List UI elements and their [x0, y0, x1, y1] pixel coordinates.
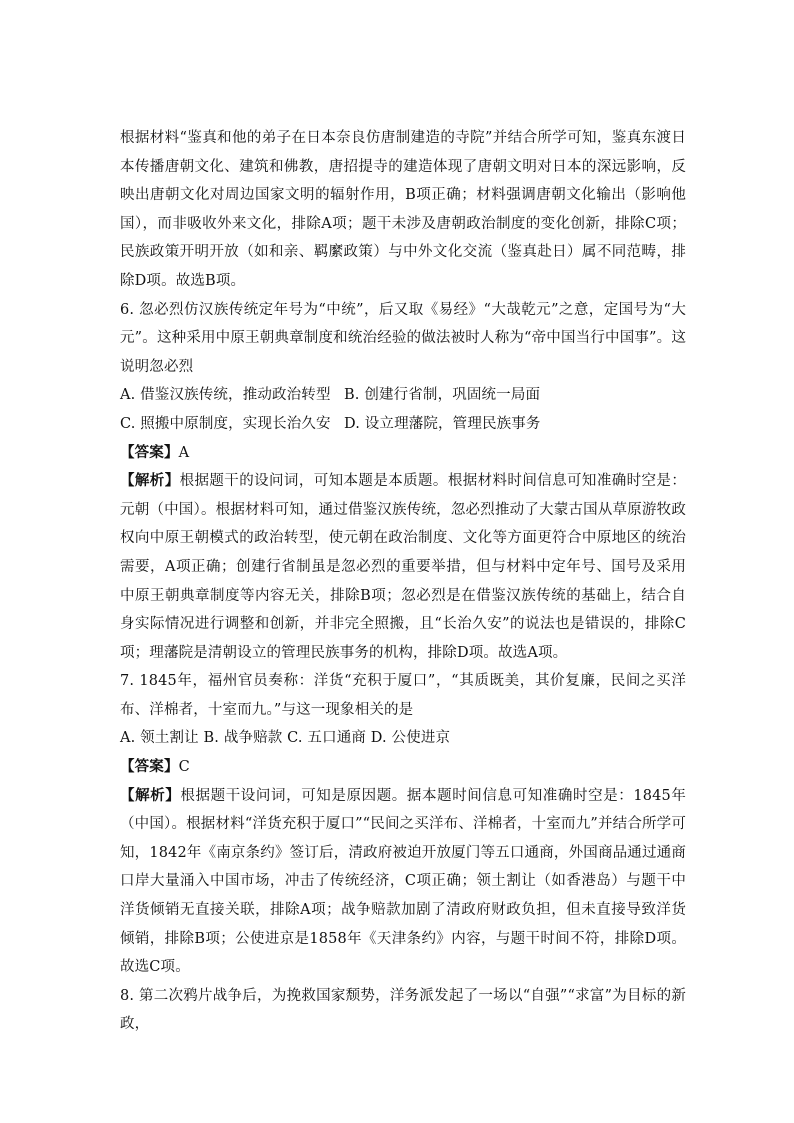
q6-analysis	[120, 467, 686, 667]
q6-analysis-label: 【解析】	[120, 472, 180, 490]
q7-analysis-label: 【解析】	[120, 786, 181, 804]
q6-analysis-text: 根据题干的设问词，可知本题是本质题。根据材料时间信息可知准确时空是：元朝（中国）。根据材料可知，通过借鉴汉族传统，忽必烈推动了大蒙古国从草原游牧政权向中原王朝模式的政治转型，使元朝在政治制度、文化等方面更符合中原地区的统治需要，A项正确；创建行省制虽是忽必烈的重要举措，但与材料中定年号、国号及采用中原王朝典章制度等内容无关，排除B项；忽必烈是在借鉴汉族传统的基础上，结合自身实际情况进行调整和创新，并非完全照搬，且“长治久安”的说法也是错误的，排除C项；理藩院是清朝设立的管理民族事务的机构，排除D项。故选A项。	[120, 473, 686, 661]
q5-analysis-continuation: 根据材料“鉴真和他的弟子在日本奈良仿唐制建造的寺院”并结合所学可知，鉴真东渡日本传播唐朝文化、建筑和佛教，唐招提寺的建造体现了唐朝文明对日本的深远影响，反映出唐朝文化对周边国家文明的辐射作用，B项正确；材料强调唐朝文化输出（影响他国），而非吸收外来文化，排除A项；题干未涉及唐朝政治制度的变化创新，排除C项；民族政策开明开放（如和亲、羁縻政策）与中外文化交流（鉴真赴日）属不同范畴，排除D项。故选B项。	[120, 130, 686, 289]
q7-answer	[120, 753, 686, 782]
page-content	[120, 124, 686, 1039]
q7-answer-label: 【答案】	[120, 758, 179, 776]
q6-option-a: A. 借鉴汉族传统，推动政治转型	[120, 387, 331, 404]
q7-options: A. 领土割让 B. 战争赔款 C. 五口通商 D. 公使进京	[120, 730, 451, 747]
q6-answer-value: A	[178, 444, 190, 461]
q6-options-row-1	[120, 381, 686, 410]
q7-analysis	[120, 782, 686, 982]
q6-stem: 6. 忽必烈仿汉族传统定年号为“中统”，后又取《易经》“大哉乾元”之意，定国号为“大元”。这种采用中原王朝典章制度和统治经验的做法被时人称为“帝中国当行中国事”。这说明忽必烈	[120, 301, 686, 375]
q6-answer-label: 【答案】	[120, 443, 179, 461]
q6-option-b: B. 创建行省制，巩固统一局面	[344, 387, 541, 404]
q8-stem: 8. 第二次鸦片战争后，为挽救国家颓势，洋务派发起了一场以“自强”“求富”为目标的新政，	[120, 987, 686, 1033]
q6-answer	[120, 439, 686, 468]
q6-options-row-2	[120, 410, 686, 439]
q6-option-d: D. 设立理藩院，管理民族事务	[344, 415, 541, 432]
q6-option-c: C. 照搬中原制度，实现长治久安	[120, 415, 331, 432]
q7-answer-value: C	[178, 759, 190, 776]
q7-stem: 7. 1845年，福州官员奏称：洋货“充积于厦口”，“其质既美，其价复廉，民间之买洋布、洋棉者，十室而九。”与这一现象相关的是	[120, 673, 686, 718]
q7-analysis-text: 根据题干设问词，可知是原因题。据本题时间信息可知准确时空是：1845年（中国）。根据材料“洋货充积于厦口”“民间之买洋布、洋棉者，十室而九”并结合所学可知，1842年《南京条约》签订后，清政府被迫开放厦门等五口通商，外国商品通过通商口岸大量涌入中国市场，冲击了传统经济，C项正确；领土割让（如香港岛）与题干中洋货倾销无直接关联，排除A项；战争赔款加剧了清政府财政负担，但未直接导致洋货倾销，排除B项；公使进京是1858年《天津条约》内容，与题干时间不符，排除D项。故选C项。	[120, 787, 686, 976]
